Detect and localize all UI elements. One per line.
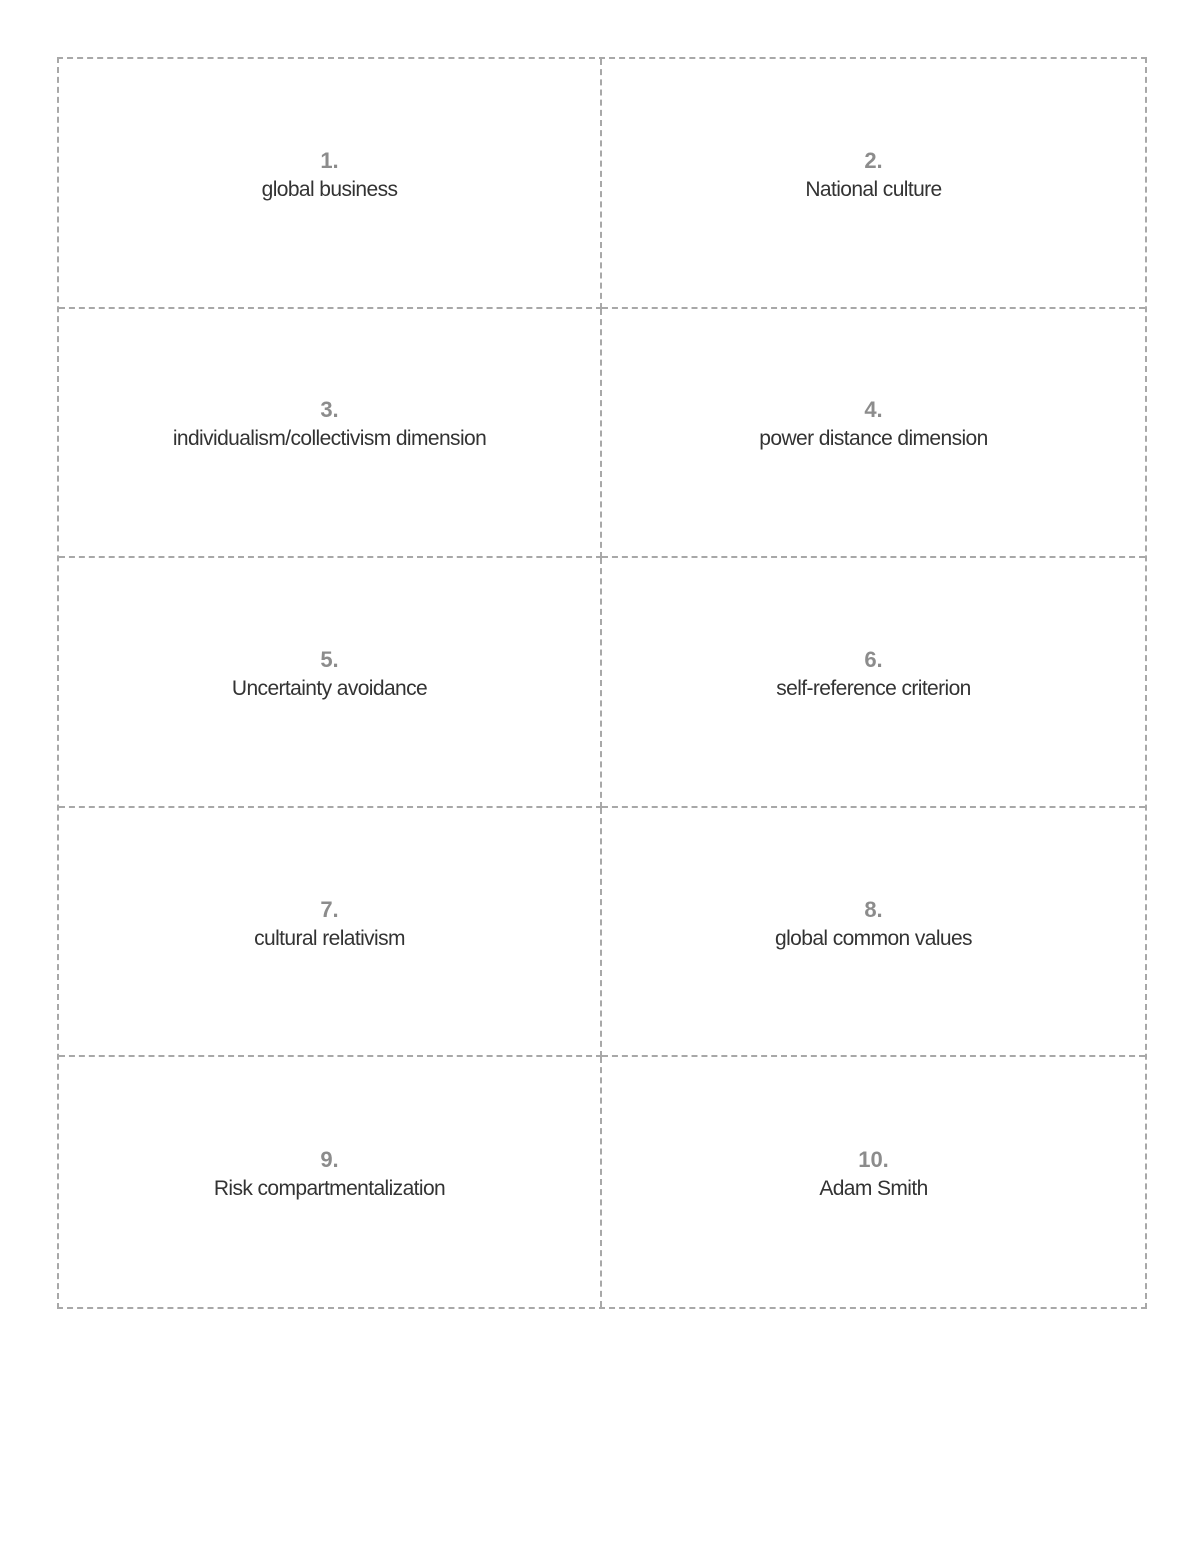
card-number: 4. [864,397,883,423]
flashcard-1 [59,59,602,309]
card-term: Uncertainty avoidance [231,676,428,700]
card-number: 1. [320,147,339,173]
card-term: National culture [805,177,942,201]
card-term: self-reference criterion [776,676,971,700]
card-term: individualism/collectivism dimension [172,427,487,451]
card-number: 7. [320,896,339,922]
card-term: Risk compartmentalization [213,1177,446,1201]
flashcard-8 [602,808,1145,1058]
card-term: power distance dimension [759,427,988,451]
card-number: 9. [320,1147,339,1173]
flashcard-10 [602,1057,1145,1307]
card-number: 2. [864,147,883,173]
card-term: global business [261,177,398,201]
flashcard-2 [602,59,1145,309]
card-number: 10. [858,1147,889,1173]
flashcard-5 [59,558,602,808]
flashcard-4 [602,309,1145,559]
card-term: Adam Smith [819,1177,928,1201]
flashcard-6 [602,558,1145,808]
flashcard-sheet [57,57,1147,1309]
card-number: 3. [320,397,339,423]
card-number: 8. [864,896,883,922]
card-number: 5. [320,646,339,672]
card-number: 6. [864,646,883,672]
flashcard-7 [59,808,602,1058]
flashcard-3 [59,309,602,559]
card-term: global common values [775,926,972,950]
card-term: cultural relativism [254,926,405,950]
flashcard-9 [59,1057,602,1307]
